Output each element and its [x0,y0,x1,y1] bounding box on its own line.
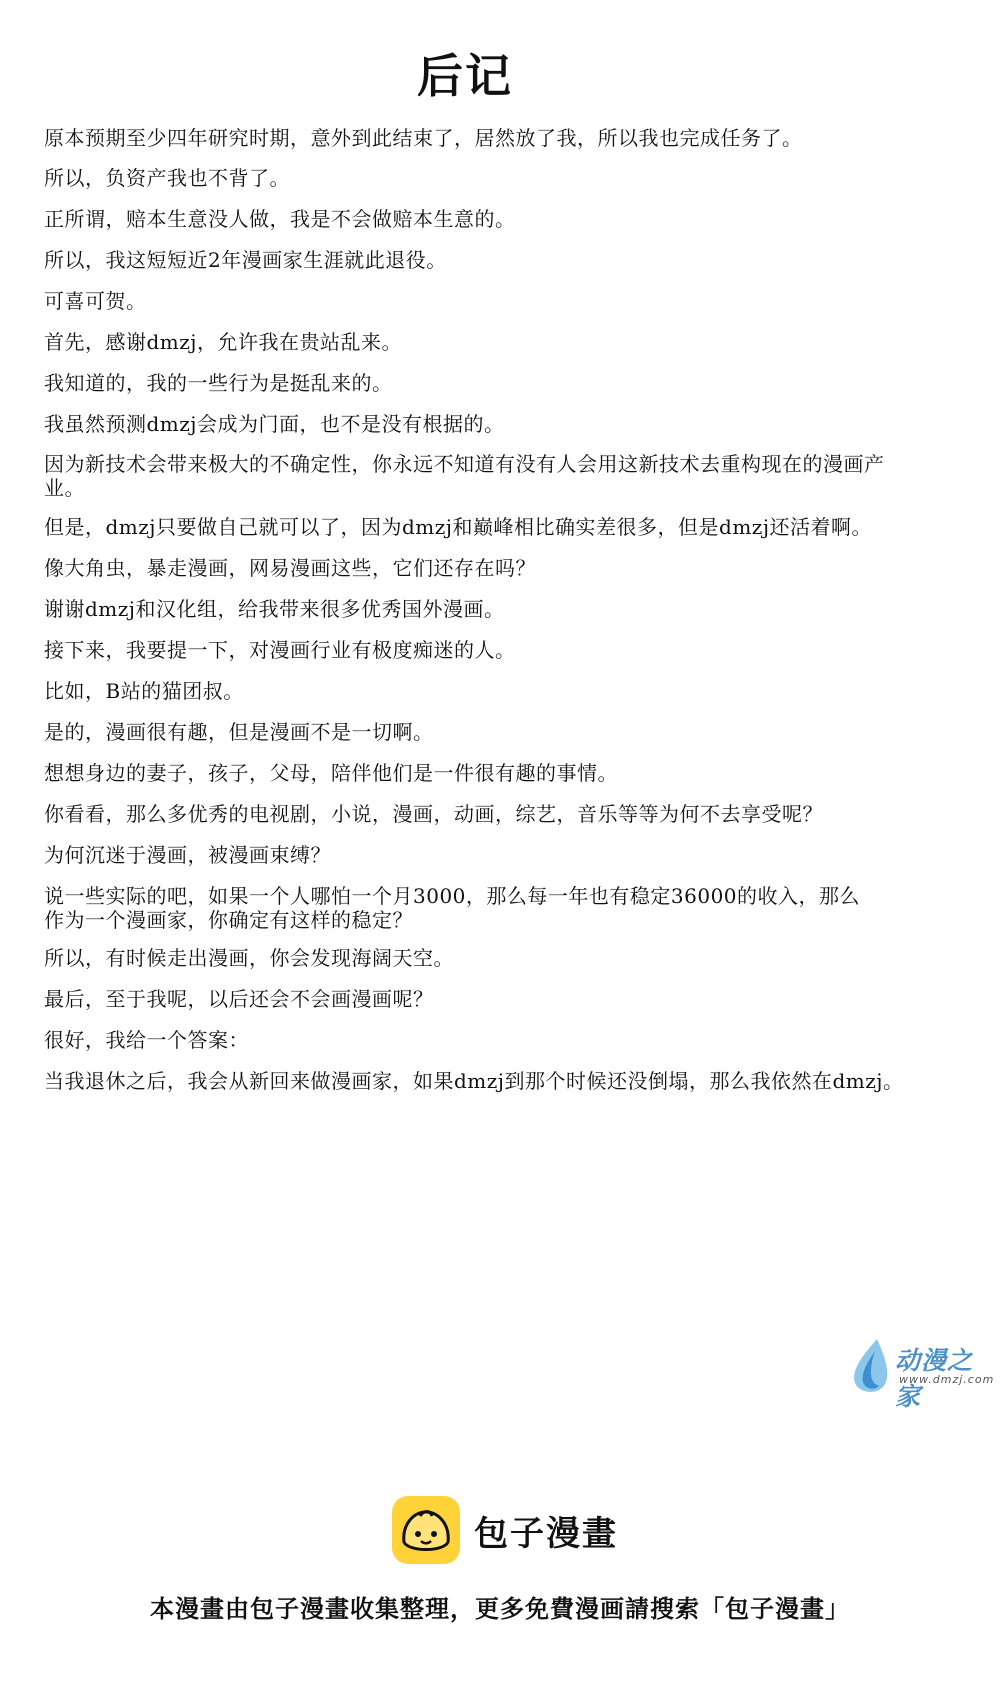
paragraph: 想想身边的妻子，孩子，父母，陪伴他们是一件很有趣的事情。 [44,761,618,785]
paragraph: 说一些实际的吧，如果一个人哪怕一个月3000，那么每一年也有稳定36000的收入，那么作为一个漫画家，你确定有这样的稳定？ [44,884,861,932]
paragraph: 所以，有时候走出漫画，你会发现海阔天空。 [44,946,454,970]
paragraph: 比如，B站的猫团叔。 [44,679,244,703]
paragraph: 我虽然预测dmzj会成为门面，也不是没有根据的。 [44,412,505,436]
paragraph: 最后，至于我呢，以后还会不会画漫画呢？ [44,987,434,1011]
water-drop-icon [847,1337,893,1397]
paragraph: 但是，dmzj只要做自己就可以了，因为dmzj和巅峰相比确实差很多，但是dmzj还活着啊。 [44,515,873,539]
paragraph: 原本预期至少四年研究时期，意外到此结束了，居然放了我，所以我也完成任务了。 [44,126,803,150]
watermark-name: 动漫之家 [895,1346,974,1411]
page-title: 后记 [417,49,513,103]
paragraph: 所以，负资产我也不背了。 [44,166,290,190]
footer-notice: 本漫畫由包子漫畫收集整理，更多免費漫画請搜索「包子漫畫」 [150,1595,850,1623]
paragraph: 正所谓，赔本生意没人做，我是不会做赔本生意的。 [44,207,516,231]
paragraph: 我知道的，我的一些行为是挺乱来的。 [44,371,393,395]
dmzj-watermark [847,1337,997,1411]
paragraph: 很好，我给一个答案： [44,1028,249,1052]
brand-name: 包子漫畫 [474,1514,618,1554]
paragraph: 可喜可贺。 [44,289,147,313]
paragraph: 接下来，我要提一下，对漫画行业有极度痴迷的人。 [44,638,516,662]
paragraph: 为何沉迷于漫画，被漫画束缚？ [44,843,331,867]
paragraph: 像大角虫，暴走漫画，网易漫画这些，它们还存在吗？ [44,556,536,580]
paragraph: 因为新技术会带来极大的不确定性，你永远不知道有没有人会用这新技术去重构现在的漫画产业。 [44,452,885,500]
watermark-url: www.dmzj.com [899,1373,995,1386]
bun-face-icon [392,1496,460,1564]
paragraph: 首先，感谢dmzj，允许我在贵站乱来。 [44,330,403,354]
paragraph: 所以，我这短短近2年漫画家生涯就此退役。 [44,248,447,272]
paragraph: 当我退休之后，我会从新回来做漫画家，如果dmzj到那个时候还没倒塌，那么我依然在dmzj。 [44,1069,904,1093]
paragraph: 你看看，那么多优秀的电视剧，小说，漫画，动画，综艺，音乐等等为何不去享受呢？ [44,802,823,826]
paragraph: 是的，漫画很有趣，但是漫画不是一切啊。 [44,720,434,744]
paragraph: 谢谢dmzj和汉化组，给我带来很多优秀国外漫画。 [44,597,505,621]
